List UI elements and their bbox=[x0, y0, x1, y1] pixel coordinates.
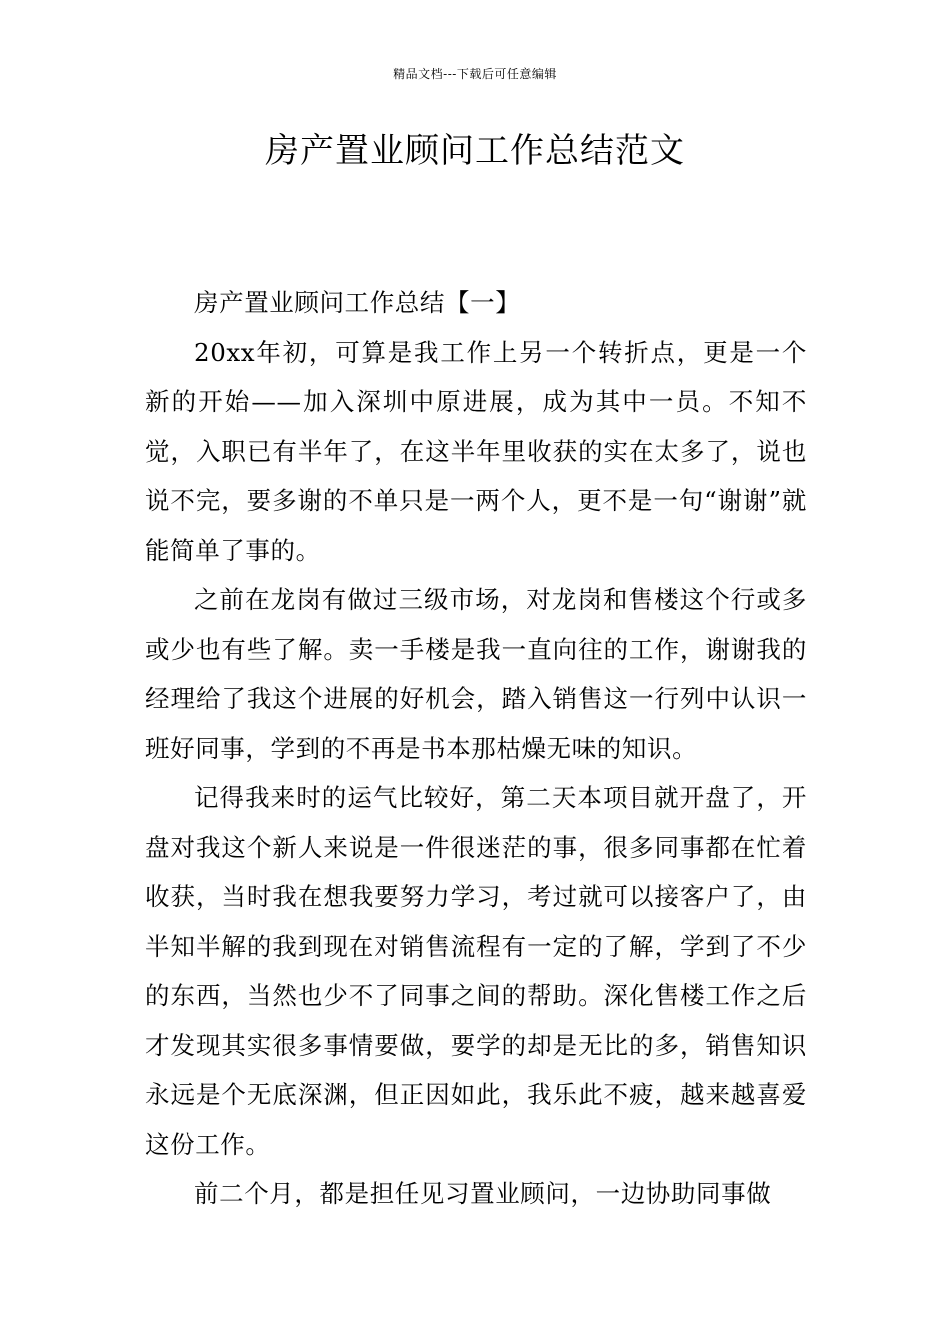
header-note: 精品文档---下载后可任意编辑 bbox=[393, 67, 557, 81]
document-body bbox=[145, 278, 807, 1219]
section-heading: 房产置业顾问工作总结【一】 bbox=[194, 288, 521, 317]
paragraph: 前二个月，都是担任见习置业顾问，一边协助同事做 bbox=[194, 1179, 772, 1208]
paragraph: 记得我来时的运气比较好，第二天本项目就开盘了，开盘对我这个新人来说是一件很迷茫的事，很多同事都在忙着收获，当时我在想我要努力学习，考过就可以接客户了，由半知半解的我到现在对销售流程有一定的了解，学到了不少的东西，当然也少不了同事之间的帮助。深化售楼工作之后才发现其实很多事情要做，要学的却是无比的多，销售知识永远是个无底深渊，但正因如此，我乐此不疲，越来越喜爱这份工作。 bbox=[145, 783, 807, 1159]
paragraph: 20xx年初，可算是我工作上另一个转折点，更是一个新的开始——加入深圳中原进展，成为其中一员。不知不觉，入职已有半年了，在这半年里收获的实在太多了，说也说不完，要多谢的不单只是一两个人，更不是一句“谢谢”就能简单了事的。 bbox=[145, 337, 807, 565]
paragraph: 之前在龙岗有做过三级市场，对龙岗和售楼这个行或多或少也有些了解。卖一手楼是我一直向往的工作，谢谢我的经理给了我这个进展的好机会，踏入销售这一行列中认识一班好同事，学到的不再是书本那枯燥无味的知识。 bbox=[145, 585, 807, 763]
document-title: 房产置业顾问工作总结范文 bbox=[265, 131, 685, 171]
